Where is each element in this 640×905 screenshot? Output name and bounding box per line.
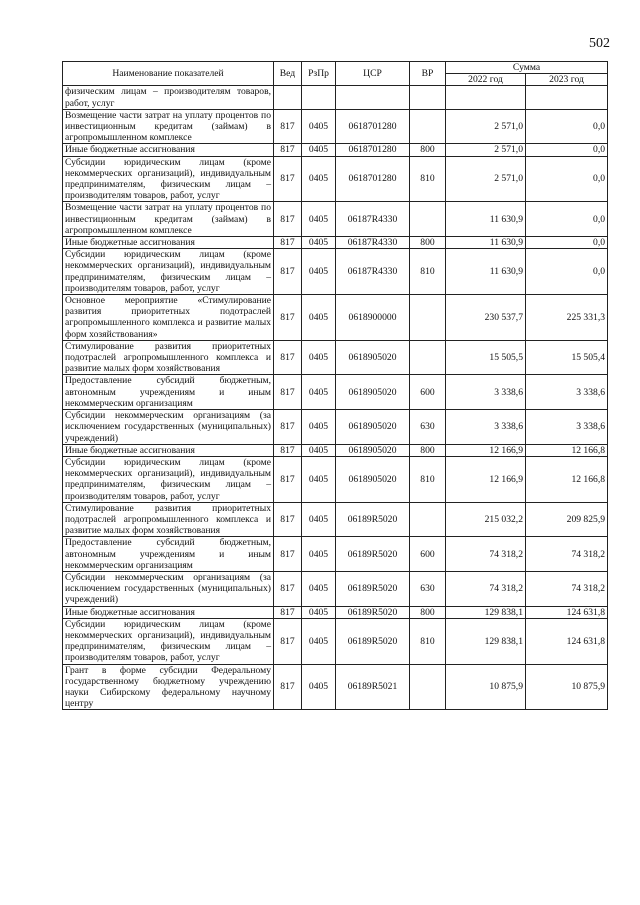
header-sum: Сумма <box>446 62 608 74</box>
table-row <box>63 618 608 664</box>
header-rzpr: РзПр <box>302 62 336 86</box>
cell-name: Грант в форме субсидии Федеральному государственному бюджетному учреждению науки Сибирскому федеральному научному центру <box>63 664 274 710</box>
cell-vr <box>410 340 446 375</box>
cell-name: Предоставление субсидий бюджетным, автономным учреждениям и иным некоммерческим организациям <box>63 537 274 572</box>
cell-sum-2023: 3 338,6 <box>526 410 608 445</box>
cell-sum-2022: 2 571,0 <box>446 156 526 202</box>
cell-name: Иные бюджетные ассигнования <box>63 144 274 156</box>
cell-ved: 817 <box>274 375 302 410</box>
cell-name: Стимулирование развития приоритетных подотраслей агропромышленного комплекса и развитие малых форм хозяйствования <box>63 502 274 537</box>
cell-csr: 0618905020 <box>336 444 410 456</box>
cell-rzpr: 0405 <box>302 664 336 710</box>
cell-name: Иные бюджетные ассигнования <box>63 237 274 249</box>
cell-csr: 06189R5021 <box>336 664 410 710</box>
cell-sum-2023: 209 825,9 <box>526 502 608 537</box>
cell-name: Субсидии юридическим лицам (кроме некоммерческих организаций), индивидуальным предпринимателям, физическим лицам – производителям товаров, работ, услуг <box>63 618 274 664</box>
cell-csr: 06187R4330 <box>336 249 410 295</box>
cell-rzpr: 0405 <box>302 249 336 295</box>
cell-csr: 06189R5020 <box>336 502 410 537</box>
cell-name: физическим лицам – производителям товаров, работ, услуг <box>63 86 274 109</box>
cell-rzpr: 0405 <box>302 571 336 606</box>
table-row <box>63 502 608 537</box>
cell-sum-2022: 3 338,6 <box>446 410 526 445</box>
cell-name: Субсидии некоммерческим организациям (за исключением государственных (муниципальных) учреждений) <box>63 410 274 445</box>
cell-csr: 0618701280 <box>336 109 410 144</box>
cell-rzpr <box>302 86 336 109</box>
table-row <box>63 456 608 502</box>
cell-ved: 817 <box>274 618 302 664</box>
cell-name: Стимулирование развития приоритетных подотраслей агропромышленного комплекса и развитие малых форм хозяйствования <box>63 340 274 375</box>
cell-ved: 817 <box>274 202 302 237</box>
cell-sum-2023: 15 505,4 <box>526 340 608 375</box>
table-row <box>63 606 608 618</box>
cell-csr: 06187R4330 <box>336 202 410 237</box>
cell-csr: 06187R4330 <box>336 237 410 249</box>
cell-sum-2022: 12 166,9 <box>446 444 526 456</box>
cell-rzpr: 0405 <box>302 375 336 410</box>
cell-csr: 0618905020 <box>336 340 410 375</box>
cell-ved: 817 <box>274 664 302 710</box>
cell-vr <box>410 295 446 341</box>
cell-sum-2023: 0,0 <box>526 144 608 156</box>
budget-table <box>62 61 608 710</box>
cell-vr: 810 <box>410 249 446 295</box>
cell-sum-2023: 74 318,2 <box>526 537 608 572</box>
cell-vr: 800 <box>410 237 446 249</box>
cell-csr: 0618701280 <box>336 156 410 202</box>
cell-rzpr: 0405 <box>302 618 336 664</box>
cell-sum-2023: 3 338,6 <box>526 375 608 410</box>
cell-vr: 800 <box>410 444 446 456</box>
cell-csr: 0618900000 <box>336 295 410 341</box>
cell-rzpr: 0405 <box>302 202 336 237</box>
cell-sum-2022: 230 537,7 <box>446 295 526 341</box>
cell-rzpr: 0405 <box>302 456 336 502</box>
cell-name: Субсидии некоммерческим организациям (за исключением государственных (муниципальных) учреждений) <box>63 571 274 606</box>
header-vr: ВР <box>410 62 446 86</box>
cell-name: Субсидии юридическим лицам (кроме некоммерческих организаций), индивидуальным предпринимателям, физическим лицам – производителям товаров, работ, услуг <box>63 456 274 502</box>
table-row <box>63 144 608 156</box>
cell-name: Возмещение части затрат на уплату процентов по инвестиционным кредитам (займам) в агропромышленном комплексе <box>63 109 274 144</box>
cell-ved: 817 <box>274 156 302 202</box>
header-year-2023: 2023 год <box>526 74 608 86</box>
cell-sum-2022: 11 630,9 <box>446 202 526 237</box>
cell-csr: 0618905020 <box>336 410 410 445</box>
table-row <box>63 571 608 606</box>
cell-csr: 06189R5020 <box>336 571 410 606</box>
page-number: 502 <box>589 36 610 51</box>
cell-csr <box>336 86 410 109</box>
cell-rzpr: 0405 <box>302 537 336 572</box>
cell-sum-2022: 10 875,9 <box>446 664 526 710</box>
cell-name: Субсидии юридическим лицам (кроме некоммерческих организаций), индивидуальным предпринимателям, физическим лицам – производителям товаров, работ, услуг <box>63 249 274 295</box>
cell-ved: 817 <box>274 502 302 537</box>
cell-sum-2023: 124 631,8 <box>526 606 608 618</box>
cell-ved: 817 <box>274 606 302 618</box>
cell-ved <box>274 86 302 109</box>
cell-name: Иные бюджетные ассигнования <box>63 444 274 456</box>
cell-sum-2023: 124 631,8 <box>526 618 608 664</box>
cell-csr: 06189R5020 <box>336 537 410 572</box>
cell-vr <box>410 86 446 109</box>
table-row <box>63 410 608 445</box>
table-row <box>63 375 608 410</box>
cell-sum-2023 <box>526 86 608 109</box>
cell-sum-2022: 74 318,2 <box>446 571 526 606</box>
cell-ved: 817 <box>274 571 302 606</box>
cell-vr: 630 <box>410 410 446 445</box>
table-row <box>63 444 608 456</box>
cell-ved: 817 <box>274 237 302 249</box>
cell-sum-2023: 0,0 <box>526 249 608 295</box>
table-row <box>63 202 608 237</box>
cell-vr <box>410 202 446 237</box>
table-row <box>63 537 608 572</box>
table-row <box>63 109 608 144</box>
cell-sum-2022: 11 630,9 <box>446 249 526 295</box>
cell-rzpr: 0405 <box>302 295 336 341</box>
cell-rzpr: 0405 <box>302 444 336 456</box>
cell-sum-2023: 0,0 <box>526 202 608 237</box>
table-row <box>63 86 608 109</box>
header-ved: Вед <box>274 62 302 86</box>
header-year-2022: 2022 год <box>446 74 526 86</box>
cell-rzpr: 0405 <box>302 606 336 618</box>
table-header <box>63 62 608 86</box>
cell-rzpr: 0405 <box>302 144 336 156</box>
cell-ved: 817 <box>274 249 302 295</box>
cell-sum-2022: 74 318,2 <box>446 537 526 572</box>
cell-vr <box>410 664 446 710</box>
table-row <box>63 295 608 341</box>
cell-sum-2023: 0,0 <box>526 237 608 249</box>
cell-csr: 06189R5020 <box>336 606 410 618</box>
cell-sum-2022: 11 630,9 <box>446 237 526 249</box>
cell-sum-2023: 74 318,2 <box>526 571 608 606</box>
cell-sum-2022: 2 571,0 <box>446 109 526 144</box>
cell-sum-2022: 12 166,9 <box>446 456 526 502</box>
cell-sum-2023: 12 166,8 <box>526 456 608 502</box>
cell-vr: 810 <box>410 456 446 502</box>
cell-vr <box>410 502 446 537</box>
cell-csr: 06189R5020 <box>336 618 410 664</box>
cell-rzpr: 0405 <box>302 340 336 375</box>
cell-vr: 810 <box>410 618 446 664</box>
cell-sum-2023: 0,0 <box>526 109 608 144</box>
cell-ved: 817 <box>274 537 302 572</box>
table-row <box>63 664 608 710</box>
cell-vr: 630 <box>410 571 446 606</box>
cell-sum-2022: 15 505,5 <box>446 340 526 375</box>
cell-vr: 600 <box>410 375 446 410</box>
cell-name: Предоставление субсидий бюджетным, автономным учреждениям и иным некоммерческим организациям <box>63 375 274 410</box>
table-row <box>63 156 608 202</box>
cell-ved: 817 <box>274 109 302 144</box>
cell-sum-2022: 2 571,0 <box>446 144 526 156</box>
cell-name: Иные бюджетные ассигнования <box>63 606 274 618</box>
cell-vr: 800 <box>410 144 446 156</box>
cell-sum-2022: 3 338,6 <box>446 375 526 410</box>
cell-sum-2023: 10 875,9 <box>526 664 608 710</box>
cell-ved: 817 <box>274 456 302 502</box>
table-body <box>63 86 608 710</box>
cell-ved: 817 <box>274 144 302 156</box>
cell-sum-2023: 0,0 <box>526 156 608 202</box>
cell-vr <box>410 109 446 144</box>
cell-sum-2023: 225 331,3 <box>526 295 608 341</box>
cell-sum-2022: 129 838,1 <box>446 606 526 618</box>
cell-vr: 600 <box>410 537 446 572</box>
cell-ved: 817 <box>274 410 302 445</box>
header-csr: ЦСР <box>336 62 410 86</box>
cell-sum-2022 <box>446 86 526 109</box>
cell-csr: 0618905020 <box>336 456 410 502</box>
cell-sum-2022: 215 032,2 <box>446 502 526 537</box>
cell-vr: 810 <box>410 156 446 202</box>
cell-name: Субсидии юридическим лицам (кроме некоммерческих организаций), индивидуальным предпринимателям, физическим лицам – производителям товаров, работ, услуг <box>63 156 274 202</box>
table-row <box>63 249 608 295</box>
cell-rzpr: 0405 <box>302 109 336 144</box>
cell-name: Основное мероприятие «Стимулирование развития приоритетных подотраслей агропромышленного комплекса и развитие малых форм хозяйствования» <box>63 295 274 341</box>
cell-csr: 0618905020 <box>336 375 410 410</box>
cell-rzpr: 0405 <box>302 502 336 537</box>
cell-rzpr: 0405 <box>302 237 336 249</box>
cell-ved: 817 <box>274 444 302 456</box>
table-row <box>63 237 608 249</box>
cell-sum-2023: 12 166,8 <box>526 444 608 456</box>
cell-rzpr: 0405 <box>302 410 336 445</box>
cell-ved: 817 <box>274 340 302 375</box>
cell-rzpr: 0405 <box>302 156 336 202</box>
cell-ved: 817 <box>274 295 302 341</box>
cell-sum-2022: 129 838,1 <box>446 618 526 664</box>
cell-csr: 0618701280 <box>336 144 410 156</box>
header-name: Наименование показателей <box>63 62 274 86</box>
cell-vr: 800 <box>410 606 446 618</box>
table-row <box>63 340 608 375</box>
cell-name: Возмещение части затрат на уплату процентов по инвестиционным кредитам (займам) в агропромышленном комплексе <box>63 202 274 237</box>
